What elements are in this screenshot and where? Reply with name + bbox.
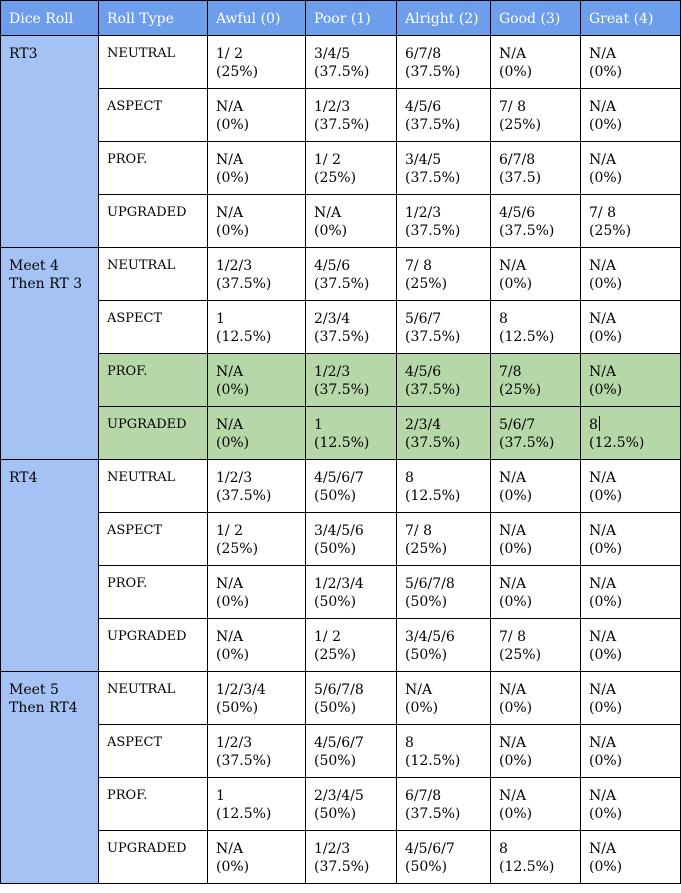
cell-good[interactable] [491, 36, 581, 89]
cell-rolls: 1/ 2 [314, 152, 341, 168]
cell-rolls: 6/7/8 [405, 46, 442, 62]
roll-type-cell[interactable]: NEUTRAL [99, 36, 208, 89]
cell-rolls: 8 [589, 417, 598, 433]
cell-percent: (25%) [216, 64, 259, 80]
table-row [1, 248, 681, 301]
dice-roll-cell[interactable] [1, 248, 99, 460]
cell-awful[interactable] [208, 407, 306, 460]
cell-rolls: 1/2/3 [216, 735, 253, 751]
cell-rolls: N/A [589, 46, 617, 62]
cell-rolls: 4/5/6/7 [314, 735, 364, 751]
cell-percent: (0%) [216, 382, 250, 398]
cell-rolls: 8 [405, 735, 414, 751]
cell-rolls: N/A [589, 629, 617, 645]
cell-percent: (37.5) [499, 170, 542, 186]
cell-good[interactable] [491, 460, 581, 513]
cell-percent: (0%) [216, 435, 250, 451]
cell-percent: (37.5%) [405, 170, 461, 186]
cell-rolls: 4/5/6 [405, 99, 442, 115]
dice-roll-label: Meet 4 [9, 258, 59, 274]
cell-rolls: N/A [216, 576, 244, 592]
cell-alright[interactable] [397, 566, 491, 619]
cell-percent: (37.5%) [405, 329, 461, 345]
cell-alright[interactable] [397, 195, 491, 248]
cell-rolls: 4/5/6 [314, 258, 351, 274]
cell-awful[interactable] [208, 513, 306, 566]
cell-awful[interactable] [208, 619, 306, 672]
cell-rolls: 7/ 8 [405, 523, 432, 539]
cell-rolls: N/A [499, 735, 527, 751]
cell-percent: (25%) [499, 117, 542, 133]
cell-rolls: 1 [216, 311, 225, 327]
cell-poor[interactable] [306, 672, 397, 725]
roll-type-cell[interactable]: UPGRADED [99, 195, 208, 248]
cell-rolls: N/A [314, 205, 342, 221]
roll-type-cell[interactable]: PROF. [99, 142, 208, 195]
cell-great[interactable] [581, 831, 681, 884]
cell-good[interactable] [491, 513, 581, 566]
cell-percent: (0%) [589, 647, 623, 663]
dice-roll-cell[interactable] [1, 460, 99, 672]
cell-percent: (25%) [405, 276, 448, 292]
cell-rolls: 5/6/7 [499, 417, 536, 433]
cell-percent: (25%) [405, 541, 448, 557]
cell-percent: (37.5%) [405, 117, 461, 133]
cell-rolls: N/A [499, 682, 527, 698]
table-row [1, 566, 681, 619]
cell-good[interactable] [491, 566, 581, 619]
cell-alright[interactable] [397, 354, 491, 407]
cell-percent: (0%) [589, 541, 623, 557]
cell-rolls: 2/3/4 [314, 311, 351, 327]
cell-rolls: N/A [216, 841, 244, 857]
cell-awful[interactable] [208, 36, 306, 89]
table-row [1, 89, 681, 142]
cell-rolls: N/A [589, 576, 617, 592]
cell-rolls: 1/2/3 [405, 205, 442, 221]
cell-percent: (0%) [589, 488, 623, 504]
cell-good[interactable] [491, 407, 581, 460]
cell-poor[interactable] [306, 778, 397, 831]
cell-rolls: N/A [589, 99, 617, 115]
cell-rolls: 7/ 8 [499, 99, 526, 115]
cell-percent: (37.5%) [499, 223, 555, 239]
cell-alright[interactable] [397, 672, 491, 725]
cell-rolls: 4/5/6 [499, 205, 536, 221]
cell-good[interactable] [491, 725, 581, 778]
cell-awful[interactable] [208, 778, 306, 831]
roll-type-cell[interactable]: UPGRADED [99, 831, 208, 884]
cell-alright[interactable] [397, 513, 491, 566]
cell-percent: (0%) [589, 170, 623, 186]
header-good[interactable]: Good (3) [491, 1, 581, 36]
cell-percent: (25%) [216, 541, 259, 557]
cell-rolls: 3/4/5/6 [314, 523, 364, 539]
cell-great[interactable] [581, 778, 681, 831]
cell-rolls: 8 [499, 311, 508, 327]
cell-rolls: 1/2/3 [314, 364, 351, 380]
cell-great[interactable] [581, 89, 681, 142]
dice-roll-cell[interactable] [1, 672, 99, 884]
dice-roll-label: RT3 [9, 46, 38, 62]
cell-percent: (50%) [314, 488, 357, 504]
cell-rolls: N/A [589, 152, 617, 168]
roll-type-cell[interactable]: NEUTRAL [99, 672, 208, 725]
cell-awful[interactable] [208, 725, 306, 778]
cell-percent: (50%) [405, 594, 448, 610]
cell-rolls: N/A [589, 364, 617, 380]
text-cursor [599, 416, 600, 431]
cell-rolls: 3/4/5/6 [405, 629, 455, 645]
cell-awful[interactable] [208, 142, 306, 195]
cell-rolls: 5/6/7/8 [314, 682, 364, 698]
cell-alright[interactable] [397, 89, 491, 142]
cell-rolls: 3/4/5 [405, 152, 442, 168]
cell-percent: (0%) [589, 329, 623, 345]
cell-great[interactable] [581, 460, 681, 513]
cell-rolls: 7/ 8 [589, 205, 616, 221]
cell-awful[interactable] [208, 354, 306, 407]
cell-alright[interactable] [397, 725, 491, 778]
cell-percent: (25%) [589, 223, 632, 239]
cell-rolls: N/A [589, 470, 617, 486]
cell-poor[interactable] [306, 831, 397, 884]
header-row [1, 1, 681, 36]
cell-percent: (50%) [314, 700, 357, 716]
cell-percent: (0%) [589, 64, 623, 80]
table-row [1, 672, 681, 725]
cell-poor[interactable] [306, 36, 397, 89]
cell-rolls: 7/ 8 [405, 258, 432, 274]
cell-alright[interactable] [397, 142, 491, 195]
cell-percent: (12.5%) [589, 435, 645, 451]
cell-rolls: 4/5/6/7 [405, 841, 455, 857]
cell-rolls: 1/2/3 [314, 841, 351, 857]
cell-percent: (0%) [499, 806, 533, 822]
cell-rolls: N/A [499, 523, 527, 539]
cell-rolls: N/A [589, 735, 617, 751]
cell-percent: (12.5%) [216, 329, 272, 345]
dice-roll-label: Then RT4 [9, 700, 78, 716]
roll-type-cell[interactable]: UPGRADED [99, 619, 208, 672]
cell-percent: (0%) [499, 276, 533, 292]
cell-percent: (37.5%) [216, 488, 272, 504]
cell-awful[interactable] [208, 566, 306, 619]
cell-alright[interactable] [397, 36, 491, 89]
cell-percent: (0%) [216, 170, 250, 186]
cell-percent: (37.5%) [314, 117, 370, 133]
cell-percent: (37.5%) [405, 382, 461, 398]
cell-rolls: 1/ 2 [216, 46, 243, 62]
cell-percent: (0%) [499, 64, 533, 80]
cell-percent: (50%) [314, 753, 357, 769]
cell-rolls: 1/2/3 [216, 470, 253, 486]
cell-percent: (50%) [405, 859, 448, 875]
table-row [1, 195, 681, 248]
cell-awful[interactable] [208, 248, 306, 301]
cell-rolls: 1/2/3 [216, 258, 253, 274]
cell-poor[interactable] [306, 725, 397, 778]
dice-roll-label: Then RT 3 [9, 276, 83, 292]
cell-alright[interactable] [397, 460, 491, 513]
cell-poor[interactable] [306, 195, 397, 248]
cell-percent: (12.5%) [405, 488, 461, 504]
table-row [1, 36, 681, 89]
cell-poor[interactable] [306, 248, 397, 301]
cell-rolls: N/A [216, 152, 244, 168]
cell-great[interactable] [581, 672, 681, 725]
cell-percent: (37.5%) [405, 435, 461, 451]
dice-roll-label: RT4 [9, 470, 38, 486]
cell-great[interactable] [581, 566, 681, 619]
cell-percent: (0%) [589, 753, 623, 769]
cell-percent: (12.5%) [216, 806, 272, 822]
cell-poor[interactable] [306, 407, 397, 460]
roll-type-cell[interactable]: PROF. [99, 566, 208, 619]
cell-percent: (0%) [589, 806, 623, 822]
cell-percent: (0%) [405, 700, 439, 716]
cell-percent: (25%) [314, 170, 357, 186]
cell-good[interactable] [491, 248, 581, 301]
cell-percent: (0%) [216, 117, 250, 133]
cell-alright[interactable] [397, 407, 491, 460]
table-row [1, 142, 681, 195]
cell-rolls: N/A [216, 629, 244, 645]
cell-percent: (0%) [589, 117, 623, 133]
cell-rolls: 1/2/3 [314, 99, 351, 115]
cell-awful[interactable] [208, 89, 306, 142]
cell-rolls: N/A [499, 46, 527, 62]
roll-type-cell[interactable]: NEUTRAL [99, 460, 208, 513]
cell-good[interactable] [491, 354, 581, 407]
cell-percent: (12.5%) [314, 435, 370, 451]
cell-rolls: 1/2/3/4 [216, 682, 266, 698]
cell-percent: (25%) [314, 647, 357, 663]
cell-rolls: 4/5/6/7 [314, 470, 364, 486]
header-awful[interactable]: Awful (0) [208, 1, 306, 36]
cell-percent: (37.5%) [405, 223, 461, 239]
cell-alright[interactable] [397, 248, 491, 301]
cell-good[interactable] [491, 195, 581, 248]
table-row [1, 778, 681, 831]
cell-percent: (50%) [314, 541, 357, 557]
cell-percent: (37.5%) [499, 435, 555, 451]
cell-good[interactable] [491, 672, 581, 725]
cell-great[interactable] [581, 725, 681, 778]
cell-percent: (25%) [499, 382, 542, 398]
cell-percent: (37.5%) [216, 276, 272, 292]
table-row [1, 301, 681, 354]
cell-rolls: 1 [216, 788, 225, 804]
cell-good[interactable] [491, 89, 581, 142]
cell-percent: (37.5%) [405, 64, 461, 80]
cell-percent: (37.5%) [314, 64, 370, 80]
cell-percent: (37.5%) [314, 859, 370, 875]
cell-rolls: 5/6/7 [405, 311, 442, 327]
roll-type-cell[interactable]: NEUTRAL [99, 248, 208, 301]
cell-awful[interactable] [208, 672, 306, 725]
cell-rolls: 1/2/3/4 [314, 576, 364, 592]
cell-great[interactable] [581, 301, 681, 354]
cell-percent: (0%) [216, 594, 250, 610]
cell-rolls: N/A [216, 364, 244, 380]
table-row [1, 513, 681, 566]
cell-good[interactable] [491, 778, 581, 831]
cell-awful[interactable] [208, 195, 306, 248]
cell-percent: (0%) [589, 382, 623, 398]
cell-percent: (50%) [405, 647, 448, 663]
roll-type-cell[interactable]: UPGRADED [99, 407, 208, 460]
cell-rolls: N/A [499, 788, 527, 804]
cell-alright[interactable] [397, 778, 491, 831]
cell-rolls: 5/6/7/8 [405, 576, 455, 592]
roll-type-cell[interactable]: PROF. [99, 354, 208, 407]
cell-poor[interactable] [306, 513, 397, 566]
cell-rolls: N/A [589, 258, 617, 274]
cell-percent: (12.5%) [499, 859, 555, 875]
cell-percent: (0%) [589, 859, 623, 875]
cell-rolls: 1/ 2 [216, 523, 243, 539]
roll-type-cell[interactable]: PROF. [99, 778, 208, 831]
table-row [1, 831, 681, 884]
table-row [1, 725, 681, 778]
cell-rolls: 7/ 8 [499, 629, 526, 645]
cell-great[interactable] [581, 248, 681, 301]
cell-percent: (25%) [499, 647, 542, 663]
cell-great[interactable] [581, 195, 681, 248]
cell-percent: (50%) [314, 806, 357, 822]
cell-rolls: 8 [405, 470, 414, 486]
cell-poor[interactable] [306, 619, 397, 672]
cell-percent: (0%) [216, 223, 250, 239]
cell-percent: (0%) [216, 647, 250, 663]
cell-percent: (12.5%) [499, 329, 555, 345]
cell-alright[interactable] [397, 831, 491, 884]
cell-poor[interactable] [306, 354, 397, 407]
cell-percent: (0%) [499, 594, 533, 610]
header-great[interactable]: Great (4) [581, 1, 681, 36]
cell-rolls: N/A [589, 311, 617, 327]
cell-poor[interactable] [306, 301, 397, 354]
cell-alright[interactable] [397, 619, 491, 672]
cell-percent: (0%) [499, 541, 533, 557]
dice-roll-label: Meet 5 [9, 682, 59, 698]
table-row [1, 619, 681, 672]
cell-rolls: 1/ 2 [314, 629, 341, 645]
cell-rolls: N/A [216, 99, 244, 115]
cell-poor[interactable] [306, 566, 397, 619]
roll-type-cell[interactable]: ASPECT [99, 725, 208, 778]
cell-rolls: N/A [499, 258, 527, 274]
cell-percent: (0%) [216, 859, 250, 875]
cell-poor[interactable] [306, 460, 397, 513]
cell-rolls: N/A [499, 576, 527, 592]
cell-poor[interactable] [306, 142, 397, 195]
cell-rolls: N/A [216, 417, 244, 433]
cell-rolls: N/A [589, 523, 617, 539]
cell-percent: (12.5%) [405, 753, 461, 769]
cell-percent: (37.5%) [314, 276, 370, 292]
cell-percent: (50%) [314, 594, 357, 610]
cell-percent: (0%) [499, 700, 533, 716]
cell-rolls: N/A [589, 841, 617, 857]
cell-rolls: N/A [589, 788, 617, 804]
cell-rolls: 1 [314, 417, 323, 433]
cell-percent: (37.5%) [405, 806, 461, 822]
table-row [1, 354, 681, 407]
cell-good[interactable] [491, 619, 581, 672]
header-alright[interactable]: Alright (2) [397, 1, 491, 36]
cell-alright[interactable] [397, 301, 491, 354]
table-body [1, 36, 681, 884]
cell-great[interactable] [581, 407, 681, 460]
roll-type-cell[interactable]: ASPECT [99, 513, 208, 566]
cell-rolls: N/A [499, 470, 527, 486]
cell-rolls: 2/3/4/5 [314, 788, 364, 804]
cell-great[interactable] [581, 513, 681, 566]
cell-percent: (0%) [499, 753, 533, 769]
cell-great[interactable] [581, 619, 681, 672]
cell-percent: (0%) [589, 700, 623, 716]
cell-poor[interactable] [306, 89, 397, 142]
cell-rolls: N/A [589, 682, 617, 698]
cell-rolls: 6/7/8 [405, 788, 442, 804]
cell-percent: (50%) [216, 700, 259, 716]
cell-percent: (0%) [314, 223, 348, 239]
cell-rolls: 8 [499, 841, 508, 857]
cell-awful[interactable] [208, 460, 306, 513]
cell-rolls: N/A [216, 205, 244, 221]
cell-rolls: N/A [405, 682, 433, 698]
cell-rolls: 7/8 [499, 364, 522, 380]
cell-good[interactable] [491, 142, 581, 195]
roll-type-cell[interactable]: ASPECT [99, 301, 208, 354]
header-dice-roll[interactable]: Dice Roll [1, 1, 99, 36]
cell-percent: (0%) [499, 488, 533, 504]
cell-percent: (0%) [589, 594, 623, 610]
table-row [1, 407, 681, 460]
cell-percent: (37.5%) [314, 382, 370, 398]
cell-rolls: 6/7/8 [499, 152, 536, 168]
cell-awful[interactable] [208, 301, 306, 354]
cell-good[interactable] [491, 301, 581, 354]
cell-awful[interactable] [208, 831, 306, 884]
cell-percent: (37.5%) [314, 329, 370, 345]
dice-roll-cell[interactable] [1, 36, 99, 248]
roll-type-cell[interactable]: ASPECT [99, 89, 208, 142]
cell-percent: (37.5%) [216, 753, 272, 769]
cell-great[interactable] [581, 36, 681, 89]
cell-great[interactable] [581, 142, 681, 195]
cell-rolls: 4/5/6 [405, 364, 442, 380]
cell-percent: (0%) [589, 276, 623, 292]
cell-good[interactable] [491, 831, 581, 884]
cell-rolls: 3/4/5 [314, 46, 351, 62]
cell-great[interactable] [581, 354, 681, 407]
header-poor[interactable]: Poor (1) [306, 1, 397, 36]
table-row [1, 460, 681, 513]
header-roll-type[interactable]: Roll Type [99, 1, 208, 36]
cell-rolls: 2/3/4 [405, 417, 442, 433]
